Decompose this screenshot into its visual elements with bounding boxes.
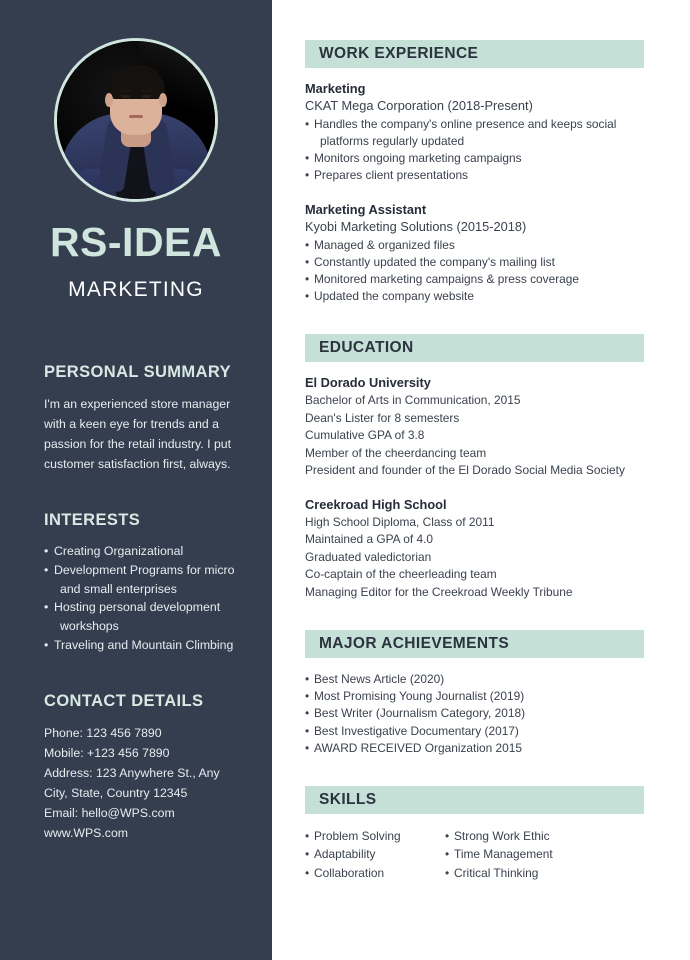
portrait-photo (57, 41, 215, 199)
education-detail: Dean's Lister for 8 semesters (305, 410, 460, 425)
list-item: • Traveling and Mountain Climbing (44, 637, 244, 655)
contact-address-line2: City, State, Country 12345 (44, 785, 188, 800)
job-title: Marketing (305, 81, 366, 96)
list-item: • Strong Work Ethic (445, 827, 585, 845)
contact-website[interactable]: www.WPS.com (44, 825, 129, 840)
list-item: • AWARD RECEIVED Organization 2015 (305, 740, 644, 757)
list-item: • Hosting personal development (44, 599, 244, 617)
section-contact-details (44, 692, 244, 843)
section-header-education (305, 334, 644, 362)
list-item: workshops (60, 619, 119, 634)
list-item: • Managed & organized files (305, 237, 644, 254)
list-item: and small enterprises (60, 581, 177, 596)
sidebar (0, 0, 272, 960)
job-organization: CKAT Mega Corporation (2018-Present) (305, 98, 533, 113)
list-item: • Handles the company's online presence and keeps social (305, 116, 644, 133)
interests-list (44, 543, 244, 655)
achievements-heading: MAJOR ACHIEVEMENTS (319, 635, 510, 653)
education-detail: President and founder of the El Dorado Social Media Society (305, 463, 625, 478)
job-title: Marketing Assistant (305, 201, 427, 217)
section-interests (44, 511, 244, 656)
contact-phone: Phone: 123 456 7890 (44, 726, 162, 740)
list-item: platforms regularly updated (320, 134, 465, 149)
list-item: • Updated the company website (305, 288, 644, 305)
education-heading: EDUCATION (319, 339, 414, 357)
list-item: • Prepares client presentations (305, 167, 644, 184)
education-detail: Member of the cheerdancing team (305, 445, 487, 460)
education-detail: Maintained a GPA of 4.0 (305, 532, 434, 547)
main-column (305, 0, 644, 882)
contact-address-line1: Address: 123 Anywhere St., Any (44, 765, 220, 780)
list-item: • Collaboration (305, 864, 445, 882)
skills-heading: SKILLS (319, 790, 377, 808)
list-item: • Development Programs for micro (44, 562, 244, 580)
list-item: • Constantly updated the company's mailing list (305, 254, 644, 271)
education-detail: Co-captain of the cheerleading team (305, 567, 497, 582)
education-detail: High School Diploma, Class of 2011 (305, 514, 495, 529)
job-bullets (305, 237, 644, 306)
job-entry (305, 202, 644, 306)
list-item: • Best News Article (2020) (305, 671, 644, 688)
education-detail: Bachelor of Arts in Communication, 2015 (305, 393, 521, 408)
list-item: • Critical Thinking (445, 864, 585, 882)
section-header-major-achievements (305, 630, 644, 658)
section-header-skills (305, 786, 644, 814)
education-entry (305, 497, 644, 602)
section-personal-summary (44, 363, 244, 475)
list-item: • Time Management (445, 845, 585, 863)
job-bullets (305, 116, 644, 185)
section-header-work-experience (305, 40, 644, 68)
job-role: MARKETING (68, 278, 204, 301)
job-entry (305, 81, 644, 185)
work-experience-heading: WORK EXPERIENCE (319, 45, 479, 62)
skills-grid (305, 827, 644, 882)
list-item: • Monitors ongoing marketing campaigns (305, 150, 644, 167)
skills-column-right (445, 827, 585, 882)
list-item: • Most Promising Young Journalist (2019) (305, 688, 644, 705)
job-organization: Kyobi Marketing Solutions (2015-2018) (305, 218, 527, 234)
contact-mobile: Mobile: +123 456 7890 (44, 745, 170, 760)
full-name: RS-IDEA (49, 219, 223, 265)
skills-column-left (305, 827, 445, 882)
list-item: • Best Investigative Documentary (2017) (305, 723, 644, 740)
school-name: Creekroad High School (305, 496, 447, 512)
list-item: • Creating Organizational (44, 543, 244, 561)
list-item: • Best Writer (Journalism Category, 2018) (305, 705, 644, 722)
school-name: El Dorado University (305, 375, 431, 391)
contact-heading: CONTACT DETAILS (44, 692, 204, 710)
education-detail: Cumulative GPA of 3.8 (305, 428, 425, 443)
personal-summary-text: I'm an experienced store manager with a keen eye for trends and a passion for the retail industry. I put customer satisfaction first, always. (44, 397, 232, 471)
education-entry (305, 375, 644, 480)
achievements-list (305, 671, 644, 757)
personal-summary-heading: PERSONAL SUMMARY (44, 363, 231, 381)
avatar (54, 38, 218, 202)
list-item: • Problem Solving (305, 827, 445, 845)
education-detail: Managing Editor for the Creekroad Weekly Tribune (305, 584, 573, 599)
interests-heading: INTERESTS (44, 511, 141, 529)
list-item: • Adaptability (305, 845, 445, 863)
contact-email[interactable]: Email: hello@WPS.com (44, 805, 175, 820)
education-detail: Graduated valedictorian (305, 549, 432, 564)
list-item: • Monitored marketing campaigns & press coverage (305, 271, 644, 288)
